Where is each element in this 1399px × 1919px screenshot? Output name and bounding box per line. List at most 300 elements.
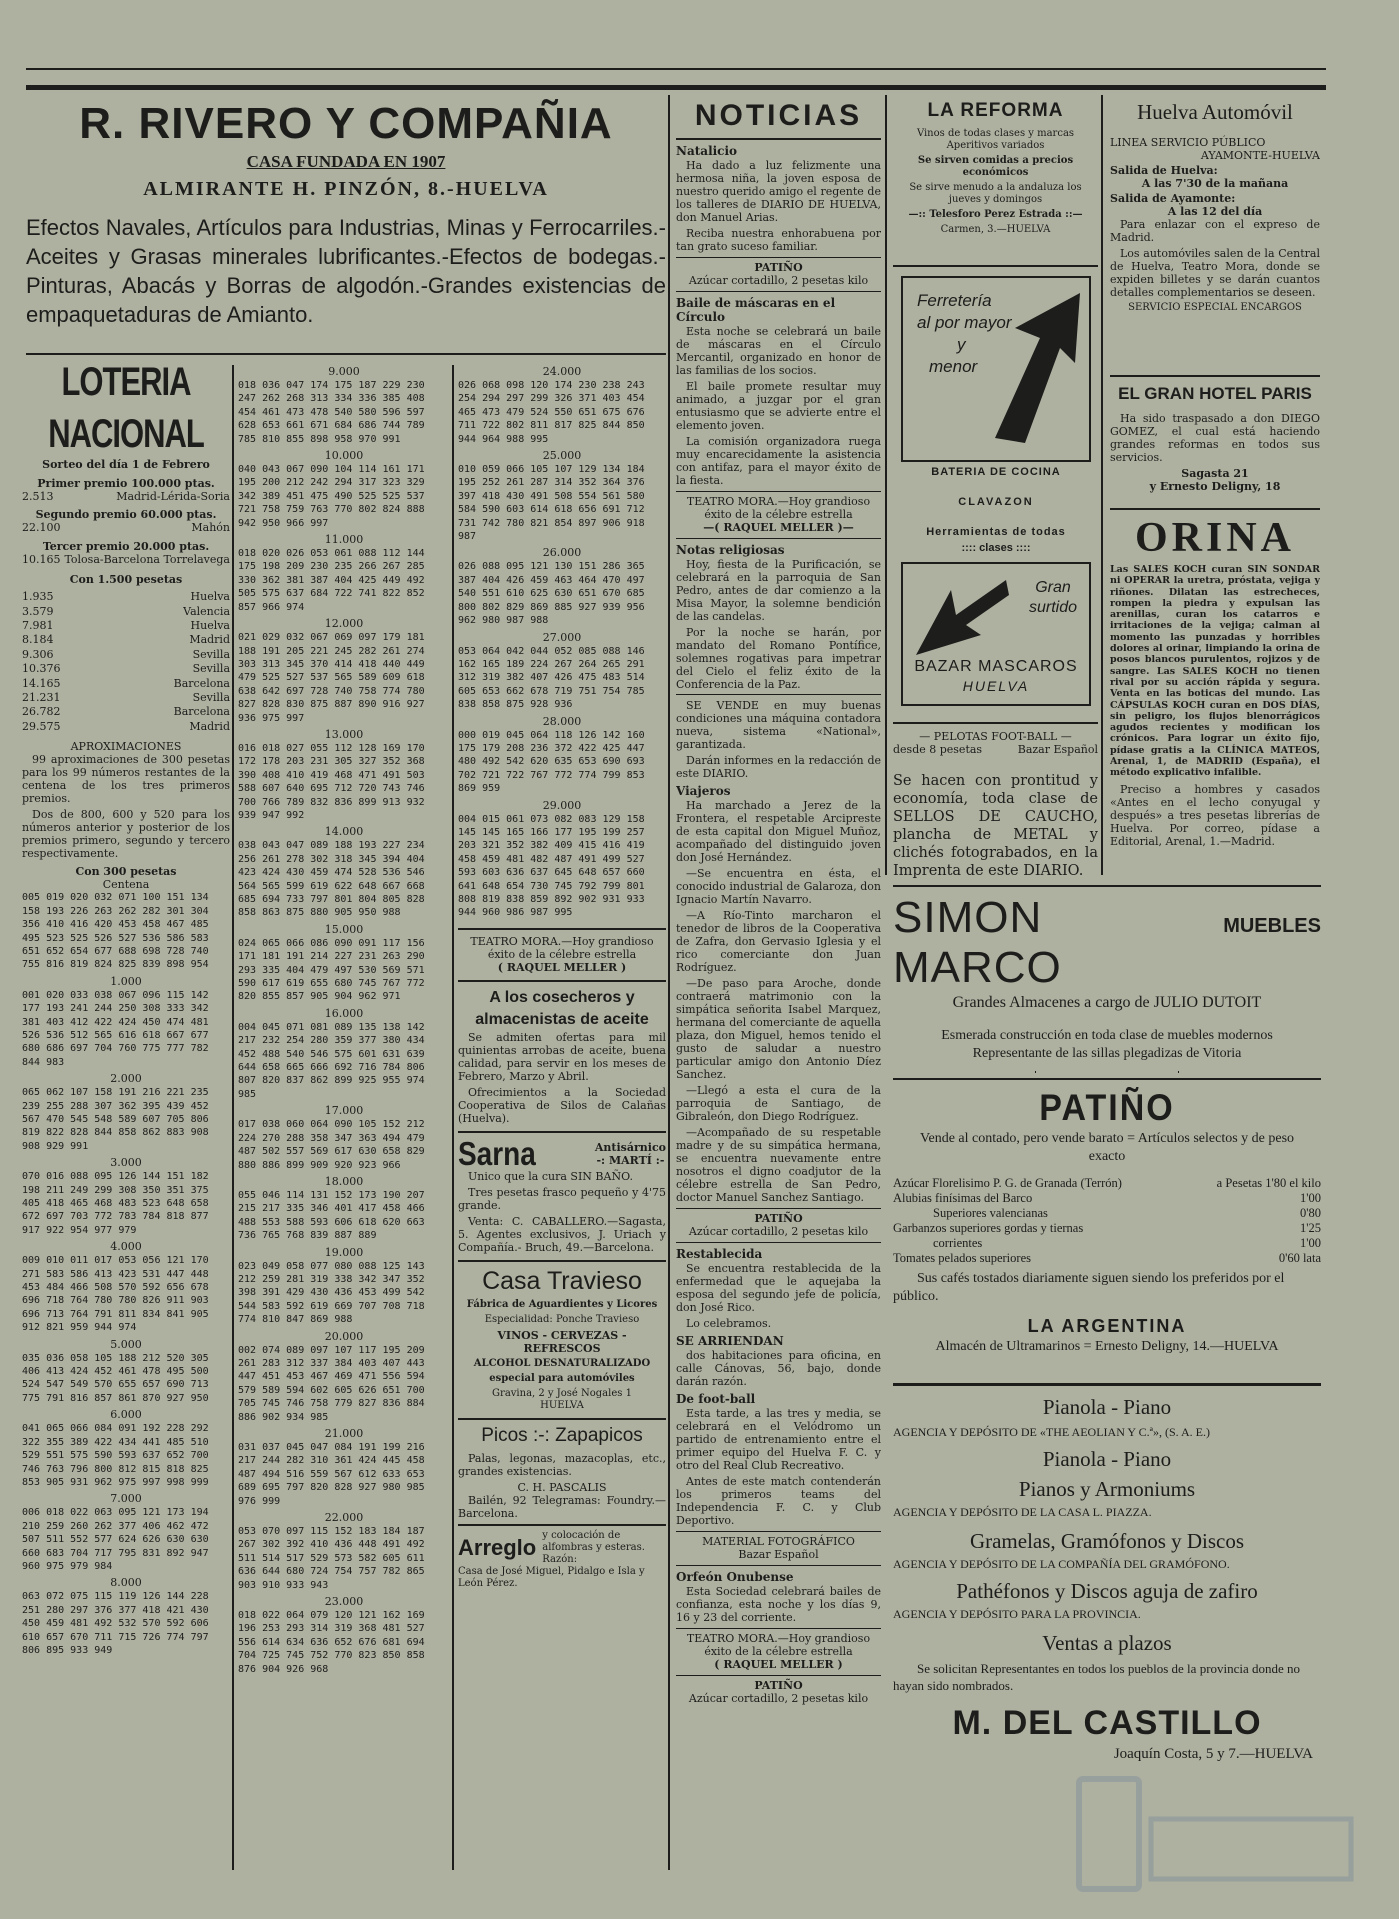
aprox-1: 99 aproximaciones de 300 pesetas para los 99 números restantes de la centena de los tres primeros premios. — [22, 753, 230, 806]
automovil-l6: A las 12 del día — [1167, 205, 1263, 218]
teatro-small-line1: TEATRO MORA.—Hoy grandioso — [470, 934, 654, 948]
number-line: 610 657 670 711 715 726 774 797 — [22, 1631, 209, 1643]
ferreteria-l6: CLAVAZON — [958, 496, 1034, 508]
automovil-title: Huelva Automóvil — [1137, 100, 1293, 124]
travieso-l7: HUELVA — [540, 1399, 584, 1411]
sarna-sub — [595, 1141, 666, 1167]
pianola-s4: AGENCIA Y DEPÓSITO DE LA COMPAÑÍA DEL GRAMÓFONO. — [893, 1557, 1230, 1571]
number-block-label: 16.000 — [324, 1006, 364, 1020]
col-divider — [232, 365, 234, 1870]
number-line: 746 763 796 800 812 815 818 825 — [22, 1463, 209, 1475]
orina-p2: Preciso a hombres y casados «Antes en el lecho conyugal y después» a tres pesetas librerías de Huelva. Por correo, pídase a Editorial, Arenal, 1.—Madrid. — [1110, 782, 1320, 848]
sarna-ad — [458, 1131, 666, 1254]
number-line: 004 045 071 081 089 135 138 142 — [238, 1021, 425, 1033]
ferreteria-l11: BAZAR MASCAROS — [914, 658, 1078, 675]
price-row — [893, 1221, 1321, 1236]
viajeros-head: Viajeros — [676, 784, 731, 798]
number-line: 487 494 516 559 567 612 633 653 — [238, 1468, 425, 1480]
automovil-rule — [1110, 375, 1320, 377]
number-line: 685 694 733 797 801 804 805 828 — [238, 894, 425, 905]
travieso-l6: Gravina, 2 y José Nogales 1 — [492, 1387, 632, 1399]
number-line: 590 617 619 655 680 745 767 772 — [238, 978, 425, 990]
reforma-l1: Vinos de todas clases y marcas — [916, 128, 1075, 139]
number-line: 423 424 430 459 474 528 536 546 — [238, 867, 425, 879]
premio-number: 10.376 — [22, 662, 61, 676]
primer-city: Madrid-Lérida-Soria — [116, 490, 230, 503]
number-line: 452 488 540 546 575 601 631 639 — [238, 1048, 425, 1060]
pianola-t3: Pianos y Armoniums — [1018, 1477, 1196, 1501]
number-block-label: 11.000 — [324, 533, 364, 547]
aceite-p1: Se admiten ofertas para mil quinientas arrobas de aceite, buena calidad, para servir en los meses de Febrero, Marzo y Abril. — [458, 1030, 666, 1083]
number-line: 529 551 575 590 593 637 652 700 — [22, 1450, 209, 1462]
reforma-l3: Se sirven comidas a precios económicos — [917, 155, 1074, 178]
number-line: 638 642 697 728 740 758 774 780 — [238, 685, 425, 697]
rivero-founded: CASA FUNDADA EN 1907 — [246, 152, 446, 171]
number-line: 507 511 552 577 624 626 630 630 — [22, 1534, 209, 1546]
teatro-1-name: —( RAQUEL MELLER )— — [703, 521, 854, 534]
number-line: 755 816 819 824 825 839 898 954 — [22, 959, 209, 971]
premio-1500-row — [22, 619, 230, 633]
orfeon-text: Esta Sociedad celebrará bailes de confianza, esta noche y los días 9, 16 y 23 del corriente. — [676, 1585, 881, 1624]
reforma-l6: Carmen, 3.—HUELVA — [940, 224, 1051, 235]
ferreteria-l3: y — [957, 335, 966, 354]
number-line: 800 802 829 869 885 927 939 956 — [458, 601, 645, 613]
ferreteria-l4: menor — [929, 357, 978, 376]
ferreteria-l1: Ferretería — [917, 291, 992, 310]
simon-title: SIMON MARCO — [893, 893, 1062, 992]
premio-city: Valencia — [183, 604, 230, 618]
number-line: 005 019 020 032 071 100 151 134 — [22, 892, 209, 904]
number-line: 672 697 703 772 783 784 818 877 — [22, 1211, 209, 1223]
number-line: 016 018 027 055 112 128 169 170 — [238, 742, 425, 754]
premio-1500-row — [22, 633, 230, 647]
price-row — [893, 1236, 1321, 1251]
sellos-text: Se hacen con prontitud y economía, toda clase de SELLOS DE CAUCHO, plancha de METAL y clichés fotograbados, en la Imprenta de este DIARIO. — [893, 773, 1098, 879]
tercero-row — [22, 553, 230, 567]
picos-p1: Palas, legonas, mazacoplas, etc., grandes existencias. — [458, 1451, 666, 1478]
arriendan-text: dos habitaciones para oficina, en calle Cánovas, 56, bajo, donde darán razón. — [676, 1349, 881, 1388]
number-line: 736 765 768 839 887 889 — [238, 1230, 377, 1242]
viajeros-p6: —Acompañado de su respetable madre y de su simpática hermana, se encuentra nuevamente entre nosotros el digno coadjutor de la célebre estrella de San Pedro, doctor Manuel Sanchez Santiago. — [676, 1126, 881, 1204]
number-line: 322 355 389 422 434 441 485 510 — [22, 1436, 209, 1448]
teatro-1-l1: TEATRO MORA.—Hoy grandioso — [686, 495, 871, 508]
number-line: 917 922 954 977 979 — [22, 1224, 137, 1236]
premio-number: 26.782 — [22, 705, 61, 719]
simon-l1: Esmerada construcción en toda clase de muebles modernos — [941, 1028, 1273, 1043]
sarna-p1: Unico que la cura SIN BAÑO. — [468, 1169, 633, 1183]
number-block-label: 9.000 — [328, 365, 360, 378]
reforma-l2: Aperitivos variados — [946, 140, 1045, 151]
tercero-number: 10.165 — [22, 552, 61, 566]
number-line: 702 721 722 767 772 774 799 853 — [458, 769, 645, 781]
number-line: 680 686 697 704 760 775 777 782 — [22, 1043, 209, 1055]
hotel-rule — [1110, 508, 1320, 510]
number-line: 018 036 047 174 175 187 229 230 — [238, 380, 425, 391]
restab-p2: Lo celebramos. — [686, 1317, 772, 1330]
number-line: 544 583 592 619 669 707 708 718 — [238, 1300, 425, 1312]
pelotas-ad — [893, 730, 1098, 766]
teatro-2-l2: éxito de la célebre estrella — [704, 1645, 853, 1658]
picos-title: Picos :-: Zapapicos — [481, 1424, 643, 1446]
number-line: 857 966 974 — [238, 601, 305, 613]
number-line: 628 653 661 671 684 686 744 789 — [238, 420, 425, 432]
number-line: 356 410 416 420 453 458 467 485 — [22, 919, 209, 931]
travieso-ad — [458, 1260, 666, 1412]
col-divider — [668, 95, 670, 1870]
number-line: 556 614 634 636 652 676 681 694 — [238, 1636, 425, 1648]
simon-sub: Grandes Almacenes a cargo de JULIO DUTOIT — [952, 994, 1262, 1011]
price-item: Tomates pelados superiores — [893, 1251, 1031, 1265]
top-rule — [26, 68, 1326, 70]
number-line: 024 065 066 086 090 091 117 156 — [238, 937, 425, 949]
automovil-l8: Los automóviles salen de la Central de Huelva, Teatro Mora, donde se expiden billetes y se darán cuantos detalles complementarios se deseen. — [1110, 247, 1320, 299]
number-line: 038 043 047 089 188 193 227 234 — [238, 840, 425, 852]
reforma-title: LA REFORMA — [927, 100, 1064, 121]
number-block-label: 19.000 — [324, 1245, 364, 1259]
noticias-title: NOTICIAS — [676, 98, 881, 140]
sarna-title: Sarna — [458, 1134, 536, 1172]
premio-city: Huelva — [190, 619, 230, 633]
number-line: 188 191 205 221 245 282 261 274 — [238, 645, 425, 657]
number-line: 524 547 549 570 655 657 690 713 — [22, 1379, 209, 1391]
price-item: Garbanzos superiores gordas y tiernas — [893, 1221, 1084, 1235]
argentina-title: LA ARGENTINA — [1027, 1316, 1187, 1336]
travieso-title: Casa Travieso — [482, 1266, 642, 1295]
viajeros-p4: —De paso para Aroche, donde contraerá matrimonio con la simpática señorita Isabel Marquez, hermana del comerciante de aquella plaza, don Miguel, hemos tenido el gusto de saludar a nuestro particular amigo don Antonio Díez Sanchez. — [676, 977, 881, 1081]
ferreteria-l10: surtido — [1028, 599, 1077, 616]
number-block-label: 18.000 — [324, 1174, 364, 1188]
loteria-title: LOTERIA NACIONAL — [48, 362, 204, 457]
number-line: 293 335 404 479 497 530 569 571 — [238, 964, 425, 976]
orina-title: ORINA — [1134, 515, 1295, 561]
teatro-1 — [676, 491, 881, 534]
loteria-draw: Sorteo del día 1 de Febrero — [42, 458, 210, 471]
number-block-label: 2.000 — [110, 1072, 142, 1086]
number-line: 303 313 345 370 414 418 440 449 — [238, 658, 425, 670]
number-block-label: 6.000 — [110, 1408, 142, 1422]
number-line: 505 575 637 684 722 741 822 852 — [238, 588, 425, 600]
number-line: 000 019 045 064 118 126 142 160 — [458, 729, 645, 741]
number-line: 704 725 745 752 770 823 850 858 — [238, 1650, 425, 1662]
number-block-label: 20.000 — [324, 1329, 364, 1343]
number-block-label: 24.000 — [542, 365, 582, 378]
loteria-con300: Con 300 pesetas — [75, 865, 177, 879]
number-block-label: 1.000 — [110, 974, 142, 988]
number-line: 010 059 066 105 107 129 134 184 — [458, 464, 645, 476]
primer-row — [22, 490, 230, 504]
sarna-sub1: Antisárnico — [594, 1140, 666, 1154]
number-line: 819 822 828 844 858 862 883 908 — [22, 1127, 209, 1139]
number-line: 256 261 278 302 318 345 394 404 — [238, 853, 425, 865]
price-value: 1'00 — [1299, 1236, 1321, 1250]
number-line: 053 064 042 044 052 085 088 146 — [458, 645, 645, 657]
baile-p1: Esta noche se celebrará un baile de máscaras en el Círculo Mercantil, organizado en honor de las familias de los socios. — [676, 325, 881, 377]
arrow-up-icon — [985, 288, 1085, 448]
loteria-segundo: Segundo premio 60.000 ptas. — [35, 508, 217, 522]
patino-3-text: Azúcar cortadillo, 2 pesetas kilo — [688, 1692, 869, 1705]
number-block-label: 4.000 — [110, 1240, 142, 1254]
religiosas-head: Notas religiosas — [676, 538, 881, 557]
sarna-p2: Tres pesetas frasco pequeño y 4'75 grande. — [458, 1185, 666, 1212]
number-line: 342 389 451 475 490 525 525 537 — [238, 490, 425, 502]
col-divider — [1101, 95, 1103, 875]
number-line: 711 722 802 811 817 825 844 850 — [458, 420, 645, 432]
ferreteria-ad — [897, 274, 1095, 714]
number-line: 942 950 966 997 — [238, 517, 329, 529]
premio-city: Sevilla — [192, 662, 230, 676]
number-line: 579 589 594 602 605 626 651 700 — [238, 1384, 425, 1396]
number-line: 567 470 545 548 589 607 705 806 — [22, 1113, 209, 1125]
number-line: 145 145 165 166 177 195 199 257 — [458, 826, 645, 838]
number-line: 593 603 636 637 645 648 657 660 — [458, 867, 645, 879]
col-3 — [458, 362, 666, 1872]
se-vende-p2: Darán informes en la redacción de este DIARIO. — [676, 754, 881, 780]
hotel-ad — [1110, 382, 1320, 502]
hotel-l2: y Ernesto Deligny, 18 — [1149, 480, 1281, 493]
number-line: 251 280 297 376 377 418 421 430 — [22, 1604, 209, 1616]
premio-number: 8.184 — [22, 633, 54, 647]
premio-city: Sevilla — [192, 691, 230, 705]
baile-p3: La comisión organizadora ruega muy encarecidamente la asistencia con antifaz, para el mayor éxito de la fiesta. — [676, 435, 881, 487]
natalicio-head: Natalicio — [676, 144, 738, 158]
premios-1500-list — [22, 590, 230, 734]
simon-c1a — [893, 1071, 1035, 1073]
number-line: 705 745 746 758 779 827 836 884 — [238, 1398, 425, 1410]
premio-number: 7.981 — [22, 619, 54, 633]
patino-2-title: PATIÑO — [754, 1212, 803, 1225]
pianola-t6: Ventas a plazos — [1042, 1631, 1172, 1655]
number-line: 247 262 268 313 334 336 385 408 — [238, 393, 425, 405]
premio-number: 21.231 — [22, 691, 61, 705]
number-block-label: 17.000 — [324, 1104, 364, 1118]
pianola-t1: Pianola - Piano — [1042, 1395, 1172, 1419]
simon-muebles: MUEBLES — [1223, 915, 1321, 937]
price-row — [893, 1251, 1321, 1266]
arreglo-title: Arreglo — [458, 1534, 537, 1560]
material-text: Bazar Español — [738, 1548, 819, 1561]
simon-rep-1 — [893, 1071, 1036, 1073]
arreglo-p1: Casa de José Miguel, Pidalgo e Isla y León Pérez. — [458, 1565, 645, 1589]
library-watermark-icon — [1069, 1759, 1369, 1909]
rivero-ad — [26, 98, 666, 350]
number-line: 041 065 066 084 091 192 228 292 — [22, 1423, 209, 1435]
premio-1500-row — [22, 691, 230, 705]
price-item: Azúcar Florelisimo P. G. de Granada (Terrón) — [893, 1176, 1122, 1190]
aprox-2: Dos de 800, 600 y 520 para los números anterior y posterior de los premios primero, segundo y tercero respectivamente. — [22, 808, 230, 861]
number-line: 053 070 097 115 152 183 184 187 — [238, 1526, 425, 1538]
number-block-label: 25.000 — [542, 449, 582, 463]
pianola-s3: AGENCIA Y DEPÓSITO DE LA CASA L. PIAZZA. — [893, 1505, 1152, 1519]
material-title: MATERIAL FOTOGRÁFICO — [702, 1535, 855, 1548]
viajeros-p5: —Llegó a esta el cura de la parroquia de Santiago, de Gibraleón, don Diego Rodríguez. — [676, 1084, 881, 1123]
number-line: 808 819 838 859 892 902 931 933 — [458, 894, 645, 905]
number-line: 009 010 011 017 053 056 121 170 — [22, 1255, 209, 1267]
religiosas-p1: Hoy, fiesta de la Purificación, se celebrará en la parroquia de San Pedro, antes de dar comienzo a la Misa Mayor, la solemne bendición de las candelas. — [676, 558, 881, 623]
material-fotografico — [676, 1531, 881, 1561]
number-line: 018 022 064 079 120 121 162 169 — [238, 1610, 425, 1622]
rivero-body: Efectos Navales, Artículos para Industrias, Minas y Ferrocarriles.-Aceites y Grasas minerales lubrificantes.-Efectos de bodegas.-Pinturas, Abacás y Borras de algodón.-Grandes existencias de empaquetaduras de Amianto. — [26, 215, 666, 327]
arriendan-head: SE ARRIENDAN — [676, 1334, 784, 1348]
football-p1: Esta tarde, a las tres y media, se celebrará en el Velódromo un partido de entrenamiento entre el primer equipo del Huelva F. C. y otro del Real Club Recreativo. — [676, 1407, 881, 1472]
premio-number: 1.935 — [22, 590, 54, 604]
aceite-p2: Ofrecimientos a la Sociedad Cooperativa de Silos de Calañas (Huelva). — [458, 1085, 666, 1125]
number-line: 774 810 847 869 988 — [238, 1314, 353, 1326]
premio-city: Huelva — [190, 590, 230, 604]
number-line: 162 165 189 224 267 264 265 291 — [458, 658, 645, 670]
arrow-down-icon — [911, 570, 1011, 660]
travieso-l3: VINOS - CERVEZAS - REFRESCOS — [497, 1328, 627, 1355]
number-line: 312 319 382 407 426 475 483 514 — [458, 672, 645, 684]
price-value: 0'80 — [1299, 1206, 1321, 1220]
viajeros-p3: —A Río-Tinto marcharon el tenedor de libros de la Cooperativa de Zafra, don Gervasio Iglesia y el rico comerciante don Juan Rodríguez. — [676, 909, 881, 974]
loteria-primer: Primer premio 100.000 ptas. — [37, 477, 215, 490]
number-line: 588 607 640 695 712 720 743 746 — [238, 783, 425, 795]
patino-rule — [893, 1383, 1321, 1386]
number-line: 158 193 226 263 262 282 301 304 — [22, 905, 209, 917]
number-line: 985 — [238, 1088, 257, 1100]
col-divider — [885, 95, 887, 875]
number-line: 540 551 610 625 630 651 670 685 — [458, 588, 645, 600]
price-row — [893, 1176, 1321, 1191]
number-line: 031 037 045 047 084 191 199 216 — [238, 1442, 425, 1453]
col-divider — [452, 365, 454, 1870]
number-line: 065 062 107 158 191 216 221 235 — [22, 1087, 209, 1099]
hotel-title: EL GRAN HOTEL PARIS — [1118, 384, 1312, 403]
number-line: 406 413 424 452 461 478 495 500 — [22, 1366, 209, 1378]
col3-number-blocks — [458, 365, 666, 920]
number-block-label: 10.000 — [324, 449, 364, 463]
baile-p2: El baile promete resultar muy animado, a juzgar por el gran entusiasmo que se advierte entre el elemento joven. — [676, 380, 881, 432]
number-line: 903 910 933 943 — [238, 1579, 329, 1591]
simon-rep-2 — [1036, 1071, 1179, 1073]
ferreteria-l8: :::: clases :::: — [961, 542, 1031, 554]
simon-c3a — [1179, 1071, 1321, 1073]
teatro-small — [458, 928, 666, 974]
number-line: 023 049 058 077 080 088 125 143 — [238, 1260, 425, 1272]
segundo-number: 22.100 — [22, 521, 61, 535]
number-line: 785 810 855 898 958 970 991 — [238, 433, 401, 445]
number-line: 775 791 816 857 861 870 927 950 — [22, 1392, 209, 1404]
patino-big-ad — [893, 1086, 1321, 1386]
number-line: 212 259 281 319 338 342 347 352 — [238, 1273, 425, 1285]
number-block-label: 14.000 — [324, 825, 364, 839]
number-line: 026 088 095 121 130 151 286 365 — [458, 561, 645, 573]
automovil-l1: LINEA SERVICIO PÚBLICO — [1110, 136, 1266, 149]
number-line: 055 046 114 131 152 173 190 207 — [238, 1189, 425, 1201]
viajeros-p1: Ha marchado a Jerez de la Frontera, el respetable Arcipreste de esta capital don Miguel Muñoz, acompañado del distinguido joven don José Hernández. — [676, 799, 881, 864]
price-row — [893, 1191, 1321, 1206]
number-line: 696 718 764 780 780 826 911 903 — [22, 1295, 209, 1307]
premio-1500-row — [22, 720, 230, 734]
number-line: 217 244 282 310 361 424 445 458 — [238, 1455, 425, 1467]
natalicio-text-2: Reciba nuestra enhorabuena por tan grato suceso familiar. — [676, 227, 881, 253]
sarna-p3: Venta: C. CABALLERO.—Sagasta, 5. Agentes exclusivos, J. Uriach y Compañía.- Bruch, 49.—Barcelona. — [458, 1214, 666, 1254]
right-mid-rule — [893, 885, 1321, 887]
number-line: 696 713 764 791 811 834 841 905 — [22, 1308, 209, 1320]
rivero-name: R. RIVERO Y COMPAÑIA — [79, 99, 613, 148]
number-line: 488 553 588 593 606 618 620 663 — [238, 1216, 425, 1228]
picos-ad — [458, 1418, 666, 1520]
simon-heading — [893, 893, 1321, 993]
number-line: 171 181 191 214 227 231 263 290 — [238, 951, 425, 963]
number-line: 869 959 — [458, 783, 501, 795]
number-line: 511 514 517 529 573 582 605 611 — [238, 1552, 425, 1564]
price-value: a Pesetas 1'80 el kilo — [1216, 1176, 1321, 1190]
automovil-l7: Para enlazar con el expreso de Madrid. — [1110, 218, 1320, 244]
number-line: 217 232 254 280 359 377 380 434 — [238, 1035, 425, 1047]
premio-city: Madrid — [189, 633, 230, 647]
price-value: 1'00 — [1299, 1191, 1321, 1205]
number-line: 495 523 525 526 527 536 586 583 — [22, 932, 209, 944]
patino-2-text: Azúcar cortadillo, 2 pesetas kilo — [688, 1225, 869, 1238]
number-line: 271 583 586 413 423 531 447 448 — [22, 1268, 209, 1280]
number-line: 195 252 261 287 314 352 364 376 — [458, 477, 645, 489]
number-line: 807 820 837 862 899 925 955 974 — [238, 1075, 425, 1087]
pianola-t4: Gramelas, Gramófonos y Discos — [969, 1529, 1245, 1553]
premio-city: Sevilla — [192, 647, 230, 661]
number-line: 002 074 089 097 107 117 195 209 — [238, 1344, 425, 1356]
number-line: 820 855 857 905 904 962 971 — [238, 991, 401, 1003]
teatro-2 — [676, 1628, 881, 1671]
ferreteria-rule — [893, 722, 1098, 724]
number-line: 215 217 335 346 401 417 458 466 — [238, 1203, 425, 1215]
loteria-centena: Centena — [102, 878, 150, 892]
ferreteria-l9: Gran — [1035, 579, 1071, 596]
number-line: 398 391 429 430 436 453 499 542 — [238, 1287, 425, 1299]
number-block-label: 15.000 — [324, 922, 364, 936]
number-line: 447 451 453 467 469 471 556 594 — [238, 1371, 425, 1383]
premio-number: 9.306 — [22, 647, 54, 661]
number-line: 827 828 830 875 887 890 916 927 — [238, 699, 425, 711]
simon-ad — [893, 893, 1321, 1073]
natalicio-text: Ha dado a luz felizmente una hermosa niña, la joven esposa de nuestro querido amigo el regente de los talleres de DIARIO DE HUELVA, don Manuel Arias. — [676, 159, 881, 224]
pelotas-l3: Bazar Español — [1017, 743, 1098, 756]
number-line: 962 980 987 988 — [458, 615, 549, 627]
ferreteria-box-1 — [901, 276, 1091, 462]
restab-p1: Se encuentra restablecida de la enfermedad que le aquejaba la esposa del segundo jefe de policía, don José Rico. — [676, 1262, 881, 1314]
number-block-label: 23.000 — [324, 1595, 364, 1609]
number-line: 731 742 780 821 854 897 906 918 — [458, 517, 645, 529]
number-line: 453 484 466 508 570 592 656 678 — [22, 1282, 209, 1294]
teatro-2-l1: TEATRO MORA.—Hoy grandioso — [686, 1632, 871, 1645]
number-line: 177 193 241 244 250 308 333 342 — [22, 1003, 209, 1015]
hotel-l1: Sagasta 21 — [1181, 467, 1249, 480]
number-line: 017 038 060 064 090 105 152 212 — [238, 1119, 425, 1131]
number-block-label: 8.000 — [110, 1576, 142, 1590]
football-p2: Antes de este match contenderán los primeros teams del Independencia F. C. y Club Deportivo. — [676, 1475, 881, 1527]
reforma-ad — [893, 98, 1098, 258]
number-line: 651 652 654 677 688 698 728 740 — [22, 945, 209, 957]
number-line: 239 255 288 307 362 395 439 452 — [22, 1100, 209, 1112]
aprox-title: APROXIMACIONES — [70, 740, 182, 754]
rivero-bottom-rule — [26, 353, 666, 355]
travieso-l1: Fábrica de Aguardientes y Licores — [466, 1298, 658, 1310]
number-block-label: 22.000 — [324, 1511, 364, 1525]
patino-price-table — [893, 1176, 1321, 1266]
number-line: 944 964 988 995 — [458, 433, 549, 445]
number-line: 018 020 026 053 061 088 112 144 — [238, 548, 425, 560]
number-line: 976 999 — [238, 1495, 281, 1507]
number-line: 644 658 665 666 692 716 784 806 — [238, 1062, 425, 1074]
number-line: 450 459 481 492 532 570 592 606 — [22, 1618, 209, 1630]
premio-1500-row — [22, 705, 230, 719]
pelotas-row — [893, 743, 1098, 756]
number-block-label: 3.000 — [110, 1156, 142, 1170]
number-line: 853 905 931 962 975 997 998 999 — [22, 1476, 209, 1488]
number-line: 480 492 542 620 635 653 690 693 — [458, 756, 645, 768]
baile-head: Baile de máscaras en el Círculo — [676, 291, 881, 324]
number-line: 844 983 — [22, 1056, 65, 1068]
